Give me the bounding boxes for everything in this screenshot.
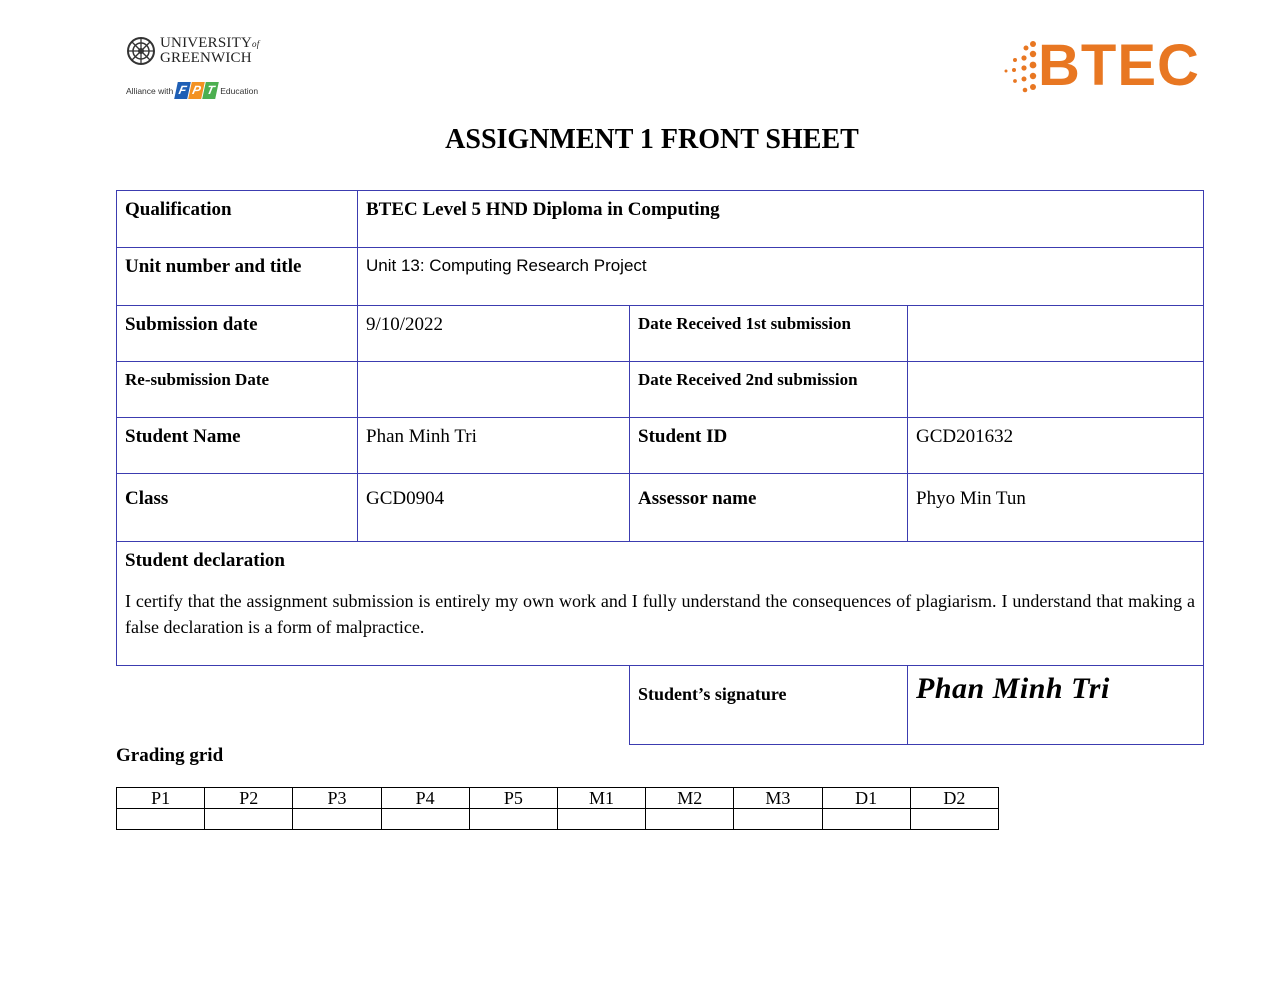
signature-label-cell (630, 666, 908, 745)
grade-cell-m3 (734, 809, 822, 830)
student-id-label: Student ID (630, 418, 908, 474)
grade-header-p4: P4 (381, 788, 469, 809)
signature-table (629, 665, 1204, 745)
grade-header-d1: D1 (822, 788, 910, 809)
university-greenwich-logo (126, 36, 266, 102)
qualification-label: Qualification (117, 191, 358, 248)
unit-row (117, 248, 1204, 306)
qualification-value: BTEC Level 5 HND Diploma in Computing (358, 191, 1204, 248)
btec-logo (1000, 33, 1200, 98)
assessor-value: Phyo Min Tun (908, 474, 1204, 542)
date-received-2-value (908, 362, 1204, 418)
grade-header-p2: P2 (205, 788, 293, 809)
grade-header-p3: P3 (293, 788, 381, 809)
class-value: GCD0904 (358, 474, 630, 542)
fpt-logo: F P T (176, 82, 217, 99)
grading-value-row (117, 809, 999, 830)
class-row (117, 474, 1204, 542)
declaration-text: I certify that the assignment submission is entirely my own work and I fully understand the consequences of plagiarism. I understand that making a false declaration is a form of malpractice. (125, 591, 1196, 637)
resubmission-row (117, 362, 1204, 418)
grade-cell-p4 (381, 809, 469, 830)
grade-cell-m2 (646, 809, 734, 830)
resubmission-value (358, 362, 630, 418)
student-row (117, 418, 1204, 474)
btec-wordmark: BTEC (1038, 33, 1200, 98)
date-received-1-value (908, 306, 1204, 362)
grade-header-d2: D2 (910, 788, 998, 809)
qualification-row (117, 191, 1204, 248)
declaration-cell (117, 542, 1204, 666)
front-sheet-table (116, 190, 1204, 666)
grading-header-row (117, 788, 999, 809)
resubmission-label: Re-submission Date (117, 362, 358, 418)
submission-row (117, 306, 1204, 362)
declaration-row (117, 542, 1204, 666)
student-signature: Phan Minh Tri (916, 672, 1110, 705)
declaration-title: Student declaration (125, 550, 285, 571)
grade-cell-p5 (469, 809, 557, 830)
page-title: ASSIGNMENT 1 FRONT SHEET (445, 124, 859, 155)
submission-date-label: Submission date (117, 306, 358, 362)
unit-value: Unit 13: Computing Research Project (358, 248, 1204, 306)
grade-header-m2: M2 (646, 788, 734, 809)
date-received-2-label: Date Received 2nd submission (630, 362, 908, 418)
date-received-1-label: Date Received 1st submission (630, 306, 908, 362)
unit-label: Unit number and title (117, 248, 358, 306)
assessor-label: Assessor name (630, 474, 908, 542)
grading-grid-title: Grading grid (116, 745, 224, 766)
submission-date-value: 9/10/2022 (358, 306, 630, 362)
grade-header-m3: M3 (734, 788, 822, 809)
greenwich-emblem-icon (126, 36, 156, 66)
grade-cell-p2 (205, 809, 293, 830)
grade-cell-d1 (822, 809, 910, 830)
student-name-label: Student Name (117, 418, 358, 474)
grading-grid (116, 787, 999, 830)
student-name-value: Phan Minh Tri (358, 418, 630, 474)
grade-header-p5: P5 (469, 788, 557, 809)
signature-value-cell (908, 666, 1204, 745)
btec-dots-icon (1000, 38, 1040, 98)
class-label: Class (117, 474, 358, 542)
greenwich-wordmark: UNIVERSITYof GREENWICH (160, 35, 260, 66)
grade-cell-p1 (117, 809, 205, 830)
fpt-alliance: Alliance with F P T Education (126, 83, 259, 97)
signature-label: Student’s signature (638, 684, 787, 704)
grade-header-p1: P1 (117, 788, 205, 809)
grade-cell-p3 (293, 809, 381, 830)
grade-cell-m1 (557, 809, 645, 830)
grade-header-m1: M1 (557, 788, 645, 809)
grade-cell-d2 (910, 809, 998, 830)
student-id-value: GCD201632 (908, 418, 1204, 474)
